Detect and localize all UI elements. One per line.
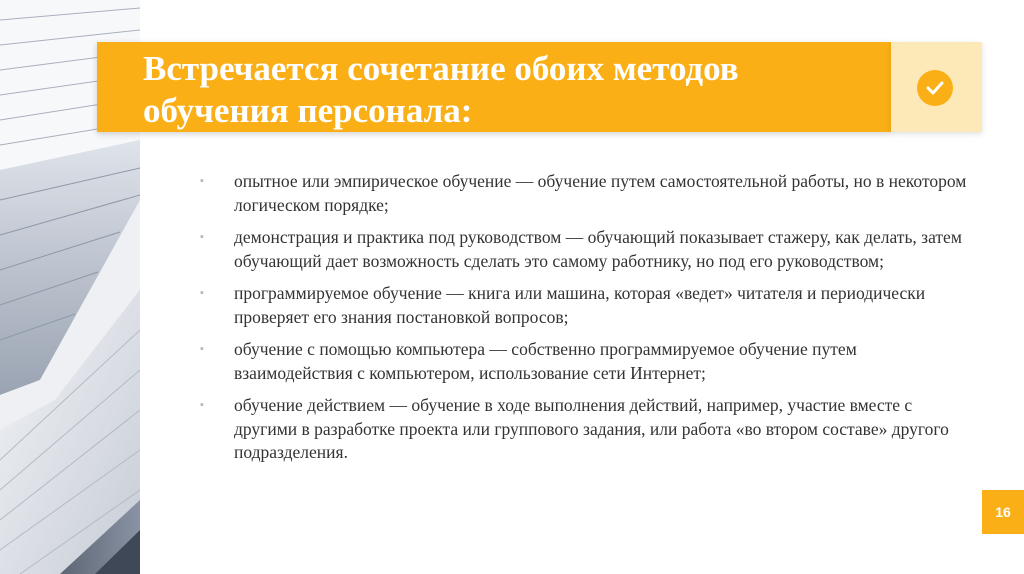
bullet-marker-icon: ▪ <box>200 175 204 187</box>
list-item-text: демонстрация и практика под руководством — обучающий показывает стажеру, как делать, затем обучающий дает возможность сделать это самому работнику, но под его руководством; <box>234 227 962 271</box>
slide-title: Встречается сочетание обоих методов обучения персонала: <box>143 49 739 130</box>
bullet-marker-icon: ▪ <box>200 287 204 299</box>
list-item <box>200 338 970 385</box>
bullet-marker-icon: ▪ <box>200 399 204 411</box>
list-item-text: опытное или эмпирическое обучение — обучение путем самостоятельной работы, но в некотором логическом порядке; <box>234 171 967 215</box>
check-icon <box>917 70 953 106</box>
bullet-marker-icon: ▪ <box>200 343 204 355</box>
list-item-text: программируемое обучение — книга или машина, которая «ведет» читателя и периодически проверяет его знания постановкой вопросов; <box>234 283 926 327</box>
list-item <box>200 170 970 217</box>
list-item <box>200 226 970 273</box>
list-item <box>200 282 970 329</box>
list-item <box>200 394 970 465</box>
bullet-marker-icon: ▪ <box>200 231 204 243</box>
list-item-text: обучение действием — обучение в ходе выполнения действий, например, участие вместе с другими в разработке проекта или группового задания, или работа «во втором составе» другого подразделения. <box>234 395 949 462</box>
bullet-list <box>200 170 970 474</box>
page-number-badge: 16 <box>982 490 1024 534</box>
list-item-text: обучение с помощью компьютера — собственно программируемое обучение путем взаимодействия с компьютером, использование сети Интернет; <box>234 339 857 383</box>
